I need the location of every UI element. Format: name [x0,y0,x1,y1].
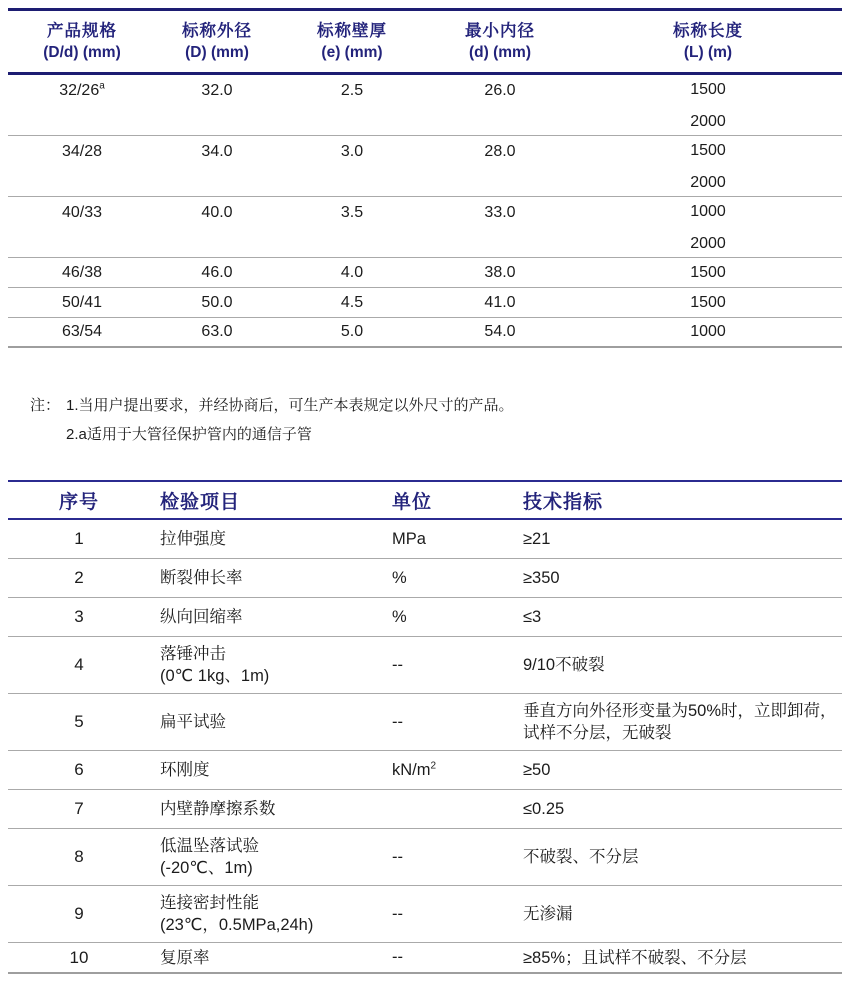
spec-cell: 34/28 [61,143,103,160]
notes-items [66,395,842,453]
indicator-cell [523,846,842,868]
unit-cell: -- [392,948,403,966]
test-row [8,694,842,751]
test-row [8,829,842,886]
unit-cell: -- [392,712,403,731]
item-line: (-20℃、1m) [160,859,253,877]
wall-thickness-cell: 4.5 [340,293,364,311]
unit-superscript: 2 [430,760,437,771]
length-cell [574,324,842,340]
indicator-cell [523,798,842,820]
header-subline: (e) (mm) [321,44,383,61]
test-item-cell [150,947,392,969]
length-value: 1500 [690,263,726,281]
header-product-spec [8,20,156,63]
spec-superscript: a [99,80,105,92]
length-value: 1500 [690,81,726,98]
indicator-line: 垂直方向外径形变量为50%时，立即卸荷， [523,702,837,720]
outer-diameter-cell: 46.0 [201,263,233,281]
indicator-cell [523,903,842,925]
header-subline: (D/d) (mm) [43,44,121,61]
inner-diameter-cell: 33.0 [484,204,516,221]
note-line: 1.当用户提出要求，并经协商后，可生产本表规定以外尺寸的产品。 [66,397,514,414]
indicator-cell [523,567,842,589]
spec-cell: 32/26$^a$ [59,80,105,99]
index-cell: 10 [69,947,89,967]
spec-row [8,136,842,197]
length-value: 2000 [690,235,726,252]
header-line: 最小内径 [465,22,535,40]
test-row [8,637,842,694]
dimension-spec-table [8,8,842,348]
index-cell: 7 [74,799,84,818]
table-notes [8,395,842,453]
index-cell: 6 [74,760,84,779]
indicator-line: ≤3 [523,608,542,626]
test-row [8,790,842,829]
test-item-cell [150,711,392,733]
item-line: (0℃ 1kg、1m) [160,667,270,685]
header-line: 标称外径 [182,22,252,40]
header-subline: (D) (mm) [185,44,249,61]
item-line: 复原率 [160,948,210,967]
header-unit: 单位 [392,491,433,513]
length-value: 1000 [690,203,726,220]
wall-thickness-cell: 3.5 [340,204,364,221]
inner-diameter-cell: 54.0 [484,323,516,340]
indicator-line: ≥350 [523,569,560,587]
header-inner-diameter [426,20,574,63]
test-item-cell [150,835,392,879]
wall-thickness-cell: 2.5 [340,82,364,99]
outer-diameter-cell: 50.0 [201,293,233,311]
wall-thickness-cell: 5.0 [340,323,364,340]
indicator-cell [523,700,842,744]
test-item-cell [150,567,392,589]
spec-cell: 50/41 [61,293,103,311]
indicator-cell [523,947,842,969]
test-item-cell [150,643,392,687]
unit-cell: % [392,568,407,587]
outer-diameter-cell: 34.0 [201,143,233,160]
unit-cell: $kN/m^2$ [392,760,437,779]
header-line: 标称壁厚 [317,22,387,40]
header-wall-thickness [278,20,426,63]
inner-diameter-cell: 28.0 [484,143,516,160]
header-line: 标称长度 [673,22,743,40]
item-line: 连接密封性能 [160,894,259,912]
test-row [8,943,842,974]
index-cell: 2 [74,568,84,587]
outer-diameter-cell: 32.0 [201,82,233,99]
inner-diameter-cell: 41.0 [484,293,516,311]
header-line: 产品规格 [47,22,117,40]
note-line: 2.a适用于大管径保护管内的通信子管 [66,426,312,443]
test-row [8,751,842,790]
test-item-cell [150,759,392,781]
outer-diameter-cell: 40.0 [201,204,233,221]
item-line: 纵向回缩率 [160,608,243,626]
test-item-cell [150,606,392,628]
unit-cell: % [392,607,407,626]
test-row [8,598,842,637]
indicator-line: ≥50 [523,761,551,779]
length-cell [574,295,842,311]
indicator-cell [523,759,842,781]
indicator-line: ≥85%；且试样不破裂、不分层 [523,948,747,967]
indicator-line: ≥21 [523,530,551,548]
header-test-item: 检验项目 [160,491,241,513]
indicator-line: 9/10不破裂 [523,656,605,674]
indicator-line: ≤0.25 [523,800,565,818]
inner-diameter-cell: 38.0 [484,263,516,281]
outer-diameter-cell: 63.0 [201,323,233,340]
header-technical-indicator: 技术指标 [523,491,604,513]
spec-cell: 46/38 [61,263,103,281]
spec-cell: 40/33 [61,204,103,221]
indicator-cell [523,606,842,628]
header-outer-diameter [156,20,278,63]
length-cell [574,265,842,281]
unit-cell: -- [392,847,403,866]
item-line: 拉伸强度 [160,530,226,548]
index-cell: 1 [74,529,84,548]
length-value: 1500 [690,142,726,159]
index-cell: 8 [74,847,84,866]
catalog-page [8,8,842,974]
item-line: 落锤冲击 [160,645,226,663]
length-cell [574,197,842,268]
test-row [8,886,842,943]
length-value: 1500 [690,293,726,311]
length-value: 2000 [690,113,726,130]
index-cell: 9 [74,904,84,923]
inner-diameter-cell: 26.0 [484,82,516,99]
indicator-line: 试样不分层，无破裂 [523,724,672,742]
item-line: (23℃，0.5MPa,24h) [160,916,314,934]
indicator-cell [523,528,842,550]
dimension-table-body [8,75,842,348]
length-value: 2000 [690,174,726,191]
spec-cell: 63/54 [61,323,103,340]
unit-cell: -- [392,904,403,923]
test-row [8,520,842,559]
indicator-line: 无渗漏 [523,905,573,923]
header-index: 序号 [58,491,99,513]
item-line: 低温坠落试验 [160,837,259,855]
length-value: 1000 [690,323,726,340]
item-line: 扁平试验 [160,713,226,731]
item-line: 环刚度 [160,761,210,779]
unit-cell: MPa [392,529,426,548]
notes-prefix: 注： [30,397,61,414]
indicator-line: 不破裂、不分层 [523,848,639,866]
indicator-cell [523,654,842,676]
spec-row [8,75,842,136]
test-item-cell [150,798,392,820]
wall-thickness-cell: 3.0 [340,143,364,160]
test-table-body [8,520,842,974]
test-item-cell [150,528,392,550]
index-cell: 5 [74,712,84,731]
header-subline: (d) (mm) [469,44,531,61]
spec-row [8,197,842,258]
item-line: 断裂伸长率 [160,569,243,587]
index-cell: 4 [74,655,84,674]
spec-row [8,288,842,318]
spec-row [8,318,842,348]
index-cell: 3 [74,607,84,626]
test-row [8,559,842,598]
test-item-cell [150,892,392,936]
dimension-table-header-row [8,11,842,75]
test-table-header-row [8,482,842,520]
wall-thickness-cell: 4.0 [340,263,364,281]
header-subline: (L) (m) [683,44,733,61]
unit-cell: -- [392,655,403,674]
header-length [574,20,842,63]
item-line: 内壁静摩擦系数 [160,800,276,818]
test-spec-table [8,480,842,974]
